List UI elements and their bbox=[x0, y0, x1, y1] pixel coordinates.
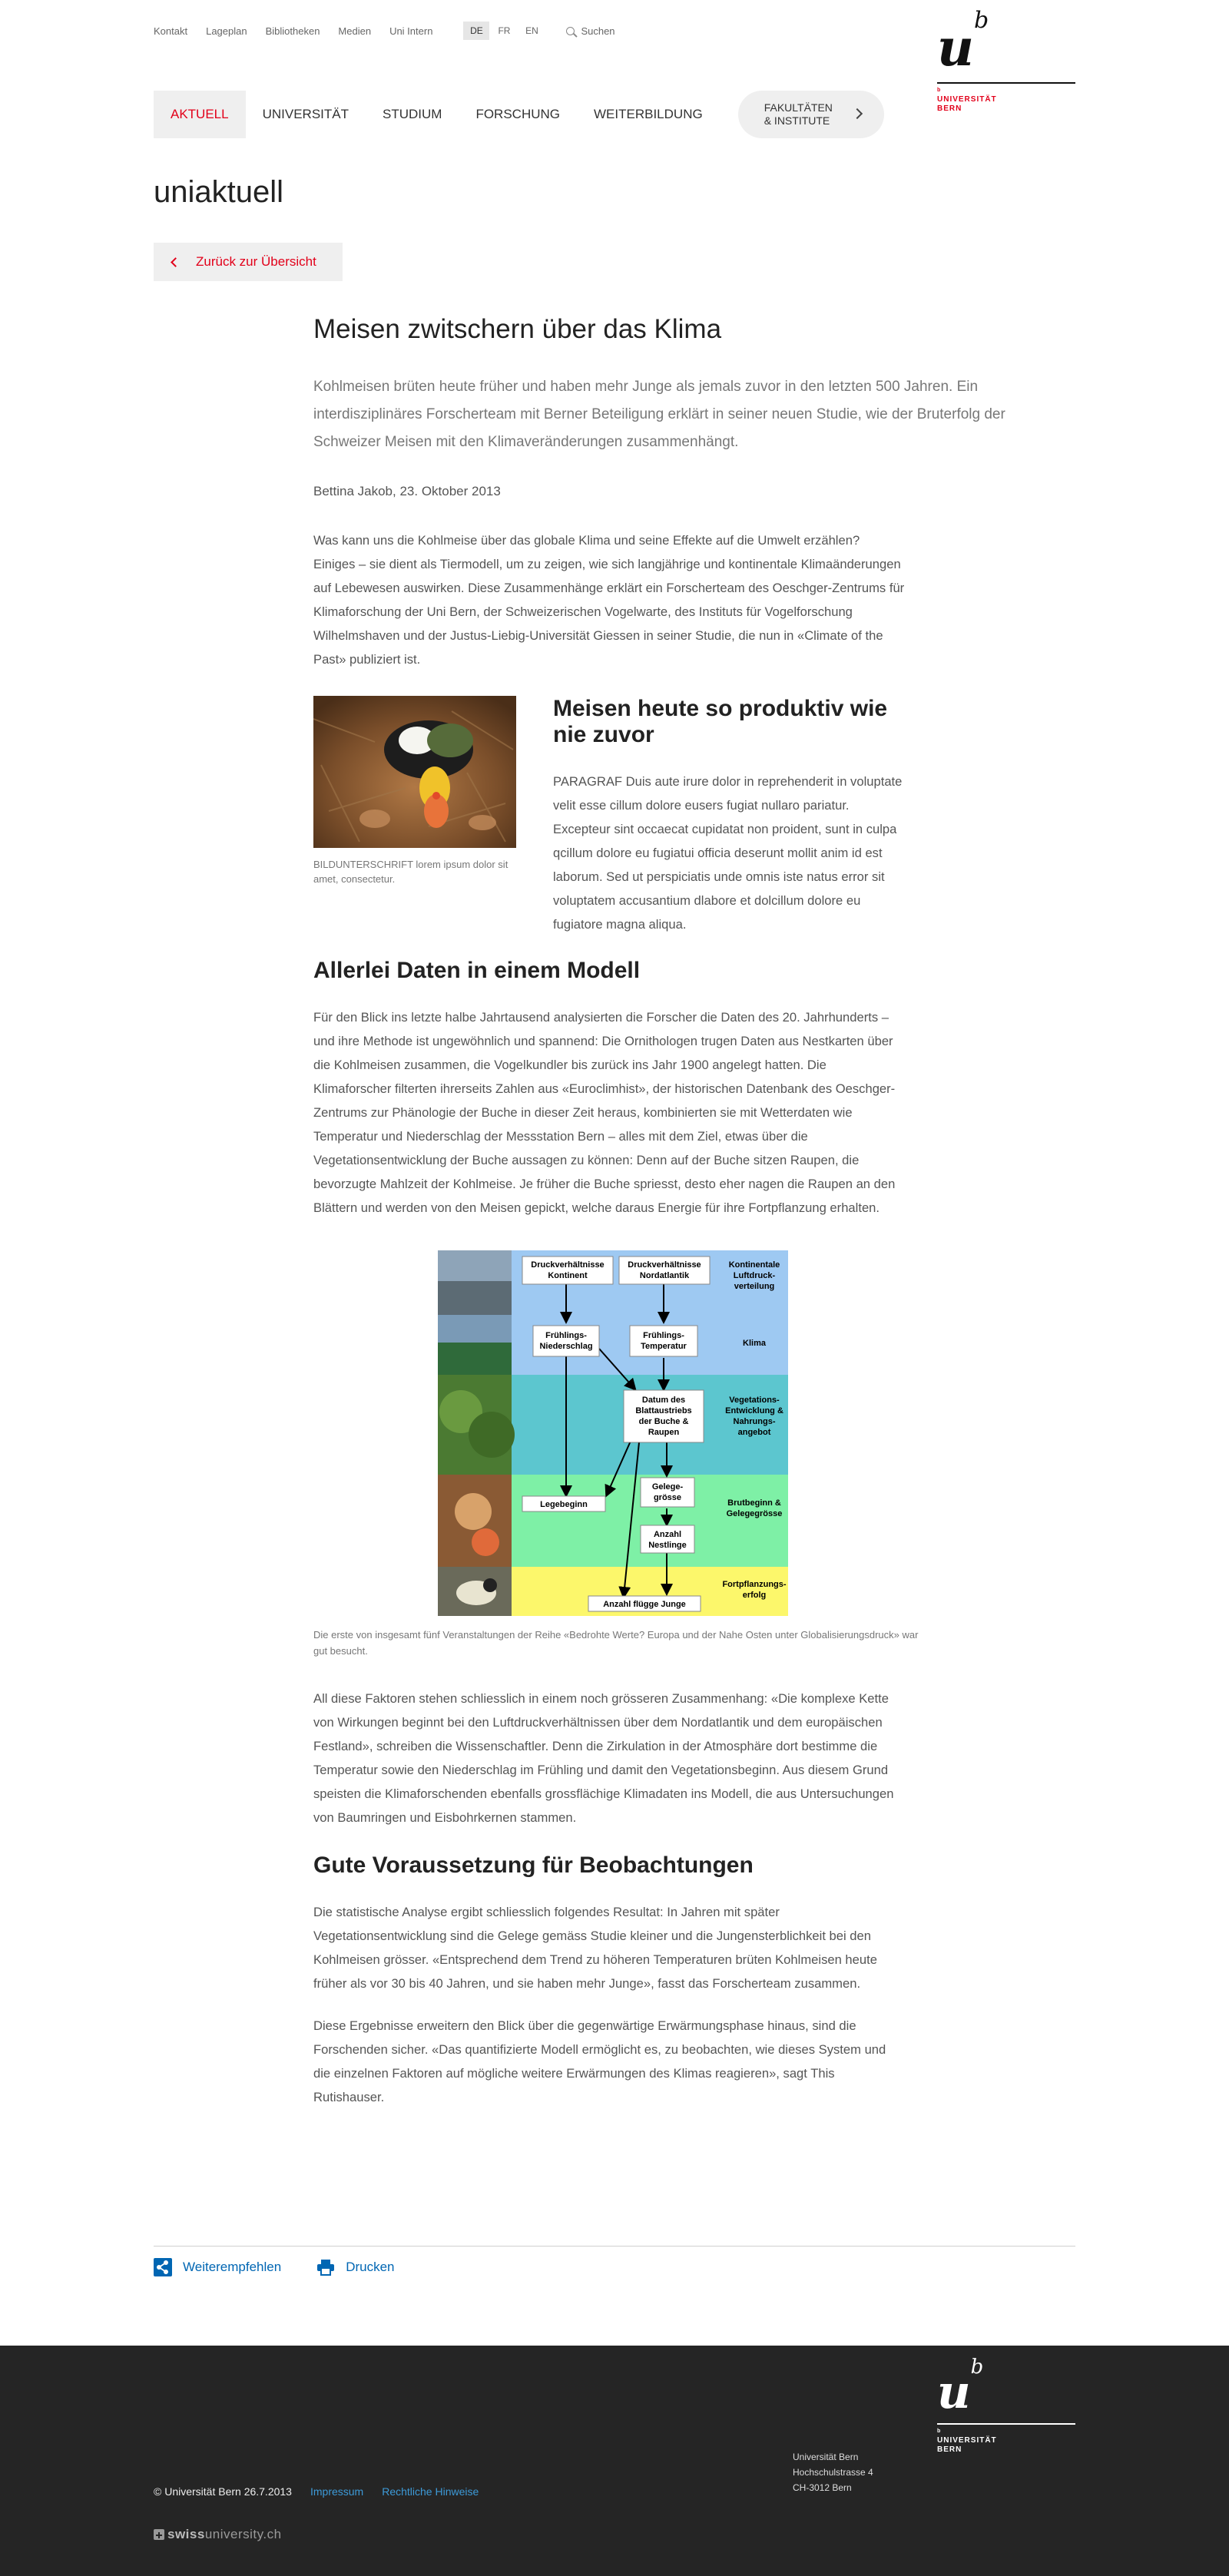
side-column bbox=[553, 696, 905, 936]
swissuniversity-link[interactable]: swiss university.ch bbox=[154, 2527, 282, 2542]
article bbox=[313, 310, 1005, 2109]
svg-text:Legebeginn: Legebeginn bbox=[540, 1500, 588, 1509]
diagram-svg bbox=[438, 1250, 788, 1616]
footer-logo-wordmark: $u^b$ bbox=[937, 2356, 982, 2419]
faculties-button[interactable] bbox=[738, 91, 884, 138]
footer-logo-text: b UNIVERSITÄT BERN bbox=[937, 2429, 997, 2454]
meta-link-uni-intern[interactable]: Uni Intern bbox=[389, 25, 433, 37]
article-byline: Bettina Jakob, 23. Oktober 2013 bbox=[313, 484, 501, 498]
image-block bbox=[313, 696, 516, 936]
nav-universitaet[interactable]: UNIVERSITÄT bbox=[262, 107, 349, 121]
svg-text:AnzahlNestlinge: Anzahl Nestlinge bbox=[648, 1530, 687, 1550]
copyright: © Universität Bern 26.7.2013 bbox=[154, 2485, 292, 2498]
impressum-link[interactable]: Impressum bbox=[310, 2485, 364, 2498]
paragraph-results: Die statistische Analyse ergibt schliesslich folgendes Resultat: In Jahren mit später Vegetationsentwicklung sind die Gelege gemäss Studie kleiner und die Jungensterblichkeit bei den Kohlmeisen grösser. «Entsprechend dem Trend zu höheren Temperaturen brüten Kohlmeisen heute früher als vor 30 bis 40 Jahren, und sie haben mehr Junge», fasst das Forscherteam zusammen. bbox=[313, 1905, 877, 1991]
svg-text:Frühlings-Temperatur: Frühlings-Temperatur bbox=[641, 1331, 687, 1351]
band-label-klima: Klima bbox=[743, 1339, 766, 1348]
band-label-fortpflanzung: Fortpflanzungs-erfolg bbox=[722, 1580, 787, 1600]
subheading-productive: Meisen heute so produktiv wie nie zuvor bbox=[553, 696, 888, 747]
band-label-brut: Brutbeginn & Gelegegrösse bbox=[726, 1498, 783, 1518]
chevron-right-icon bbox=[852, 108, 863, 119]
printer-icon bbox=[316, 2259, 335, 2276]
logo-rule bbox=[937, 82, 1075, 84]
logo-text: b UNIVERSITÄT BERN bbox=[937, 88, 997, 113]
paragraph-factors: All diese Faktoren stehen schliesslich in einem noch grösseren Zusammenhang: «Die komplexe Kette von Wirkungen beginnt bei den Luftdruckverhältnissen über dem Nordatlantik und dem europäischen Festland», schreiben die Wissenschaftler. Denn die Zirkulation in der Atmosphäre dort bestimme die Temperatur sowie den Niederschlag im Frühling und damit den Vegetationsbeginn. Aus diesem Grund speisten die Klimaforschenden ebenfalls grossflächige Klimadaten ins Modell, die aus Untersuchungen von Baumringen und Eisbohrkernen stammen. bbox=[313, 1691, 894, 1825]
print-button[interactable] bbox=[316, 2259, 394, 2276]
paragraph-data: Für den Blick ins letzte halbe Jahrtausend analysierten die Forscher die Daten des 20. Jahrhunderts – und ihre Methode ist ungewöhnlich und spannend: Die Ornithologen trugen Daten aus Nestkarten über die Kohlmeisen zusammen, die Vogelkundler bis zurück ins Jahr 1900 angelegt hatten. Die Klimaforscher filterten ihrerseits Zahlen aus «Euroclimhist», der historischen Datenbank des Oeschger-Zentrums zur Phänologie der Buche in dieser Zeit heraus, kombinierten sie mit Wetterdaten wie Temperatur und Niederschlag der Messstation Bern – alles mit dem Ziel, etwas über die Vegetationsentwicklung der Buche aussagen zu können: Denn auf der Buche sitzen Raupen, die bevorzugte Mahlzeit der Kohlmeise. Je früher die Buche spriesst, desto eher nagen die Raupen an den Blättern und werden von den Meisen gepickt, welche daraus Energie für ihre Fortpflanzung erhalten. bbox=[313, 1010, 896, 1215]
language-de[interactable]: DE bbox=[463, 22, 489, 40]
legal-notice-link[interactable]: Rechtliche Hinweise bbox=[382, 2485, 479, 2498]
content-divider bbox=[154, 2246, 1075, 2247]
band-label-luftdruck: Kontinentale Luftdruck-verteilung bbox=[728, 1260, 780, 1291]
section-title: uniaktuell bbox=[154, 175, 284, 209]
meta-navigation bbox=[154, 22, 615, 40]
box-temperatur bbox=[630, 1326, 697, 1356]
nav-aktuell[interactable]: AKTUELL bbox=[154, 91, 246, 138]
subheading-data-model: Allerlei Daten in einem Modell bbox=[313, 958, 641, 983]
band-label-vegetation: Vegetations-Entwicklung & Nahrungs-angebot bbox=[725, 1396, 783, 1437]
search-label: Suchen bbox=[581, 25, 615, 37]
image-caption: BILDUNTERSCHRIFT lorem ipsum dolor sit amet, consectetur. bbox=[313, 859, 508, 885]
subheading-observations: Gute Voraussetzung für Beobachtungen bbox=[313, 1853, 754, 1878]
logo-wordmark: $u^b$ bbox=[937, 7, 988, 78]
share-label: Weiterempfehlen bbox=[183, 2260, 282, 2274]
article-actions bbox=[154, 2258, 430, 2276]
svg-text:Frühlings-Niederschlag: Frühlings-Niederschlag bbox=[539, 1331, 593, 1351]
footer bbox=[0, 2346, 1229, 2576]
nav-forschung[interactable]: FORSCHUNG bbox=[475, 107, 561, 121]
search-trigger[interactable] bbox=[566, 25, 614, 37]
university-logo[interactable] bbox=[937, 7, 1075, 114]
svg-text:Datum desBlattaustriebsder Buc: Datum des Blattaustriebs der Buche & Raupen bbox=[635, 1396, 692, 1437]
article-lead: Kohlmeisen brüten heute früher und haben mehr Junge als jemals zuvor in den letzten 500 Jahren. Ein interdisziplinäres Forscherteam mit Berner Beteiligung erklärt in seiner neuen Studie, wie der Bruterfolg der Schweizer Meisen mit den Klimaveränderungen zusammenhängt. bbox=[313, 379, 1005, 450]
footer-links bbox=[154, 2485, 497, 2498]
search-icon bbox=[566, 27, 575, 35]
nav-studium[interactable]: STUDIUM bbox=[383, 107, 442, 121]
print-label: Drucken bbox=[346, 2260, 395, 2274]
nav-weiterbildung[interactable]: WEITERBILDUNG bbox=[594, 107, 703, 121]
svg-text:Anzahl flügge Junge: Anzahl flügge Junge bbox=[603, 1600, 686, 1609]
figure-caption: Die erste von insgesamt fünf Veranstaltungen der Reihe «Bedrohte Werte? Europa und der Nahe Osten unter Globalisierungsdruck» war gut besucht. bbox=[313, 1629, 919, 1657]
side-paragraph: PARAGRAF Duis aute irure dolor in reprehenderit in voluptate velit esse cillum dolore eusers fugiat nullaro pariatur. Excepteur sint occaecat cupidatat non proident, sunt in culpa qcillum dolore eu fugiatui officia deserunt mollit anim id est laborum. Sed ut perspiciatis unde omnis iste natus error sit voluptatem accusantium dlabore et dolcillum dolore eu fugiatore magna aliqua. bbox=[553, 774, 903, 932]
footer-logo[interactable] bbox=[937, 2356, 1075, 2455]
meta-link-medien[interactable]: Medien bbox=[338, 25, 372, 37]
media-row bbox=[313, 696, 905, 936]
bird-photo bbox=[313, 696, 516, 848]
meta-link-bibliotheken[interactable]: Bibliotheken bbox=[265, 25, 320, 37]
chevron-left-icon bbox=[171, 257, 181, 267]
svg-text:Gelege-grösse: Gelege-grösse bbox=[651, 1482, 684, 1502]
language-en[interactable]: EN bbox=[525, 25, 538, 36]
main-navigation bbox=[154, 91, 884, 138]
footer-logo-rule bbox=[937, 2423, 1075, 2425]
svg-text:DruckverhältnisseNordatlantik: Druckverhältnisse Nordatlantik bbox=[628, 1260, 701, 1280]
language-switcher bbox=[463, 22, 546, 40]
language-fr[interactable]: FR bbox=[498, 25, 511, 36]
paragraph-outlook: Diese Ergebnisse erweitern den Blick über die gegenwärtige Erwärmungsphase hinaus, sind die Forschenden sicher. «Das quantifizierte Modell ermöglicht es, zu beobachten, wie dieses System und die einzelnen Faktoren auf mögliche weitere Erwärmungen des Klimas reagieren», sagt This Rutishauser. bbox=[313, 2018, 886, 2104]
article-intro: Was kann uns die Kohlmeise über das globale Klima und seine Effekte auf die Umwelt erzählen? Einiges – sie dient als Tiermodell, um zu zeigen, wie sich langjährige und kontinentale Klimaänderungen auf Lebewesen auswirken. Diese Zusammenhänge erklärt ein Forscherteam des Oeschger-Zentrums für Klimaforschung der Uni Bern, der Schweizerischen Vogelwarte, des Instituts für Vogelforschung Wilhelmshaven und der Justus-Liebig-Universität Giessen in seiner Studie, die nun in «Climate of the Past» publiziert ist. bbox=[313, 533, 905, 667]
share-icon bbox=[154, 2258, 172, 2276]
back-button-label: Zurück zur Übersicht bbox=[196, 254, 316, 269]
climate-model-diagram bbox=[438, 1250, 788, 1616]
meta-link-lageplan[interactable]: Lageplan bbox=[206, 25, 247, 37]
meta-link-kontakt[interactable]: Kontakt bbox=[154, 25, 188, 37]
share-button[interactable] bbox=[154, 2258, 281, 2276]
svg-text:DruckverhältnisseKontinent: Druckverhältnisse Kontinent bbox=[531, 1260, 605, 1280]
back-to-overview-button[interactable] bbox=[154, 243, 343, 281]
footer-address: Universität Bern Hochschulstrasse 4 CH-3012 Bern bbox=[793, 2452, 873, 2493]
swiss-cross-icon bbox=[154, 2529, 164, 2540]
faculties-label: FAKULTÄTEN & INSTITUTE bbox=[764, 101, 833, 127]
article-title: Meisen zwitschern über das Klima bbox=[313, 314, 722, 344]
box-niederschlag bbox=[533, 1326, 599, 1356]
